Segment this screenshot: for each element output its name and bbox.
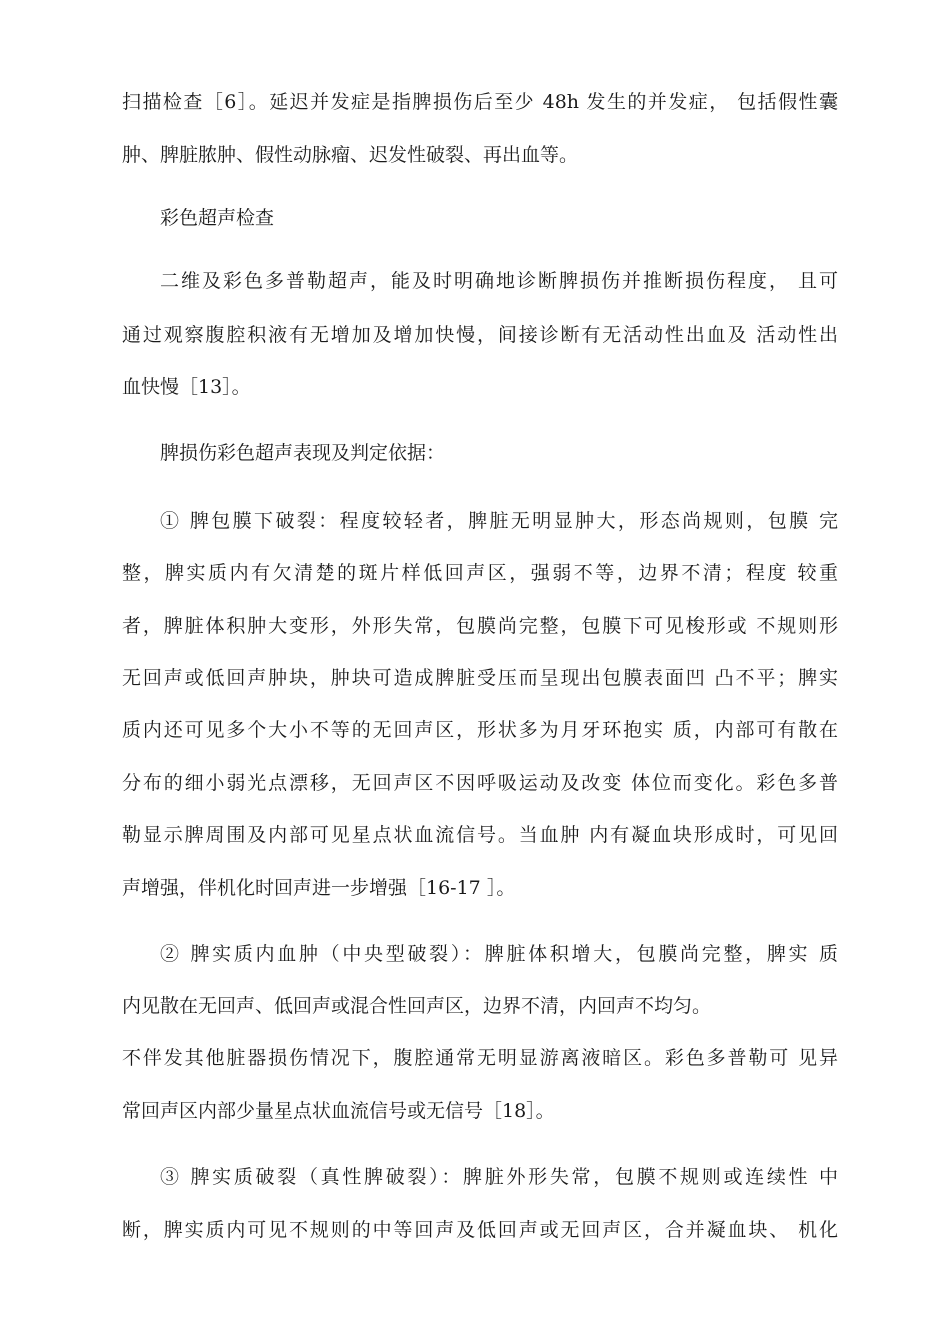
- paragraph-line: 肿、脾脏脓肿、假性动脉瘤、迟发性破裂、再出血等。: [122, 144, 579, 166]
- paragraph-line: 通过观察腹腔积液有无增加及增加快慢，间接诊断有无活动性出血及 活动性出: [122, 324, 838, 346]
- list-item-line: ③ 脾实质破裂（真性脾破裂）：脾脏外形失常，包膜不规则或连续性 中: [160, 1166, 838, 1188]
- paragraph-line: 扫描检查［6］。延迟并发症是指脾损伤后至少 48h 发生的并发症， 包括假性囊: [122, 91, 838, 113]
- paragraph-line: 血快慢［13］。: [122, 376, 251, 398]
- paragraph-line: 二维及彩色多普勒超声，能及时明确地诊断脾损伤并推断损伤程度， 且可: [160, 270, 838, 292]
- list-item-line: 声增强，伴机化时回声进一步增强［16-17 ］。: [122, 877, 516, 899]
- list-item-line: 勒显示脾周围及内部可见星点状血流信号。当血肿 内有凝血块形成时，可见回: [122, 824, 838, 846]
- list-item-line: 内见散在无回声、低回声或混合性回声区，边界不清，内回声不均匀。: [122, 995, 712, 1017]
- list-item-line: 质内还可见多个大小不等的无回声区，形状多为月牙环抱实 质，内部可有散在: [122, 719, 838, 741]
- list-item-line: 整，脾实质内有欠清楚的斑片样低回声区，强弱不等，边界不清；程度 较重: [122, 562, 838, 584]
- paragraph-heading: 脾损伤彩色超声表现及判定依据：: [160, 442, 446, 464]
- list-item-line: 者，脾脏体积肿大变形，外形失常，包膜尚完整，包膜下可见梭形或 不规则形: [122, 615, 838, 637]
- list-item-line: 分布的细小弱光点漂移，无回声区不因呼吸运动及改变 体位而变化。彩色多普: [122, 772, 838, 794]
- list-item-line: ② 脾实质内血肿（中央型破裂）：脾脏体积增大，包膜尚完整，脾实 质: [160, 943, 838, 965]
- list-item-line: ① 脾包膜下破裂：程度较轻者，脾脏无明显肿大，形态尚规则，包膜 完: [160, 510, 838, 532]
- list-item-line: 常回声区内部少量星点状血流信号或无信号［18］。: [122, 1100, 555, 1122]
- list-item-line: 断，脾实质内可见不规则的中等回声及低回声或无回声区，合并凝血块、 机化: [122, 1219, 838, 1241]
- list-item-line: 不伴发其他脏器损伤情况下，腹腔通常无明显游离液暗区。彩色多普勒可 见异: [122, 1047, 838, 1069]
- section-heading: 彩色超声检查: [160, 207, 275, 229]
- list-item-line: 无回声或低回声肿块，肿块可造成脾脏受压而呈现出包膜表面凹 凸不平；脾实: [122, 667, 838, 689]
